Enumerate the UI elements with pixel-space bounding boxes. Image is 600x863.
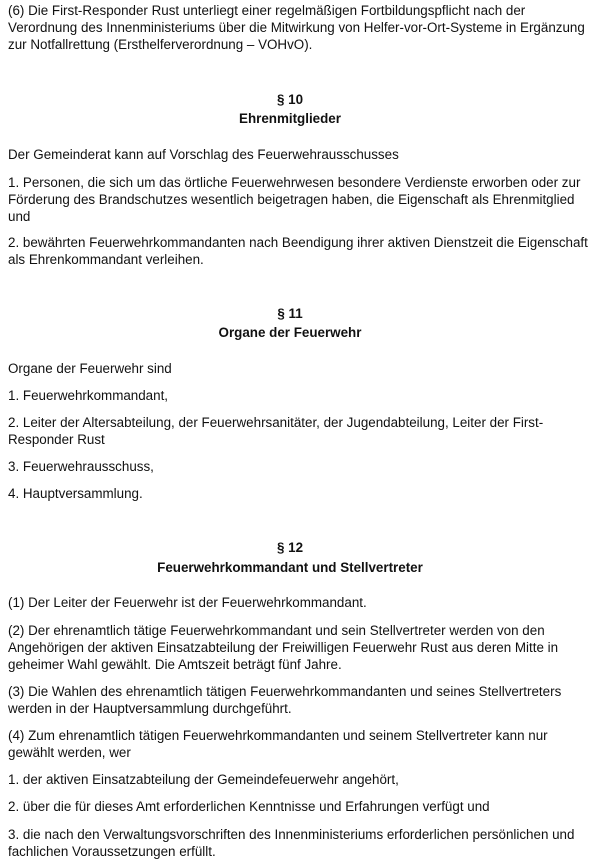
section-12-paragraph-1: (1) Der Leiter der Feuerwehr ist der Feuerwehrkommandant. <box>8 595 367 610</box>
section-11-item-1: 1. Feuerwehrkommandant, <box>8 388 169 403</box>
section-12-paragraph-3: (3) Die Wahlen des ehrenamtlich tätigen Feuerwehrkommandanten und seines Stellvertreters werden in der Hauptversammlung durchgeführt. <box>8 684 562 716</box>
section-12-item-1: 1. der aktiven Einsatzabteilung der Gemeindefeuerwehr angehört, <box>8 772 399 787</box>
paragraph-6-first-responder: (6) Die First-Responder Rust unterliegt einer regelmäßigen Fortbildungspflicht nach der Verordnung des Innenministeriums über die Mitwirkung von Helfer-vor-Ort-Systeme in Ergänzung zur Notfallrettung (Ersthelferverordnung – VOHvO). <box>8 3 585 52</box>
section-12-item-2: 2. über die für dieses Amt erforderlichen Kenntnisse und Erfahrungen verfügt und <box>8 799 490 814</box>
section-12-title: Feuerwehrkommandant und Stellvertreter <box>157 560 423 575</box>
section-10-title: Ehrenmitglieder <box>239 111 341 126</box>
section-11-lead: Organe der Feuerwehr sind <box>8 361 172 376</box>
section-10-item-2: 2. bewährten Feuerwehrkommandanten nach Beendigung ihrer aktiven Dienstzeit die Eigenschaft als Ehrenkommandant verleihen. <box>8 235 588 267</box>
section-10-number: § 10 <box>276 92 304 107</box>
section-11-item-3: 3. Feuerwehrausschuss, <box>8 459 154 474</box>
section-12-number: § 12 <box>276 540 304 555</box>
section-12-paragraph-2: (2) Der ehrenamtlich tätige Feuerwehrkommandant und sein Stellvertreter werden von den Angehörigen der aktiven Einsatzabteilung der Freiwilligen Feuerwehr Rust aus deren Mitte in geheimer Wahl gewählt. Die Amtszeit beträgt fünf Jahre. <box>8 623 559 672</box>
section-11-item-2: 2. Leiter der Altersabteilung, der Feuerwehrsanitäter, der Jugendabteilung, Leiter der First-Responder Rust <box>8 415 544 447</box>
section-11-title: Organe der Feuerwehr <box>218 325 362 340</box>
section-12-item-3: 3. die nach den Verwaltungsvorschriften des Innenministeriums erforderlichen persönlichen und fachlichen Voraussetzungen erfüllt. <box>8 827 575 859</box>
section-10-lead: Der Gemeinderat kann auf Vorschlag des Feuerwehrausschusses <box>8 147 399 162</box>
section-10-item-1: 1. Personen, die sich um das örtliche Feuerwehrwesen besondere Verdienste erworben oder zur Förderung des Brandschutzes wesentlich beigetragen haben, die Eigenschaft als Ehrenmitglied und <box>8 175 581 224</box>
section-11-number: § 11 <box>277 306 303 321</box>
section-11-item-4: 4. Hauptversammlung. <box>8 486 143 501</box>
section-12-paragraph-4: (4) Zum ehrenamtlich tätigen Feuerwehrkommandanten und seinem Stellvertreter kann nur gewählt werden, wer <box>8 728 548 760</box>
